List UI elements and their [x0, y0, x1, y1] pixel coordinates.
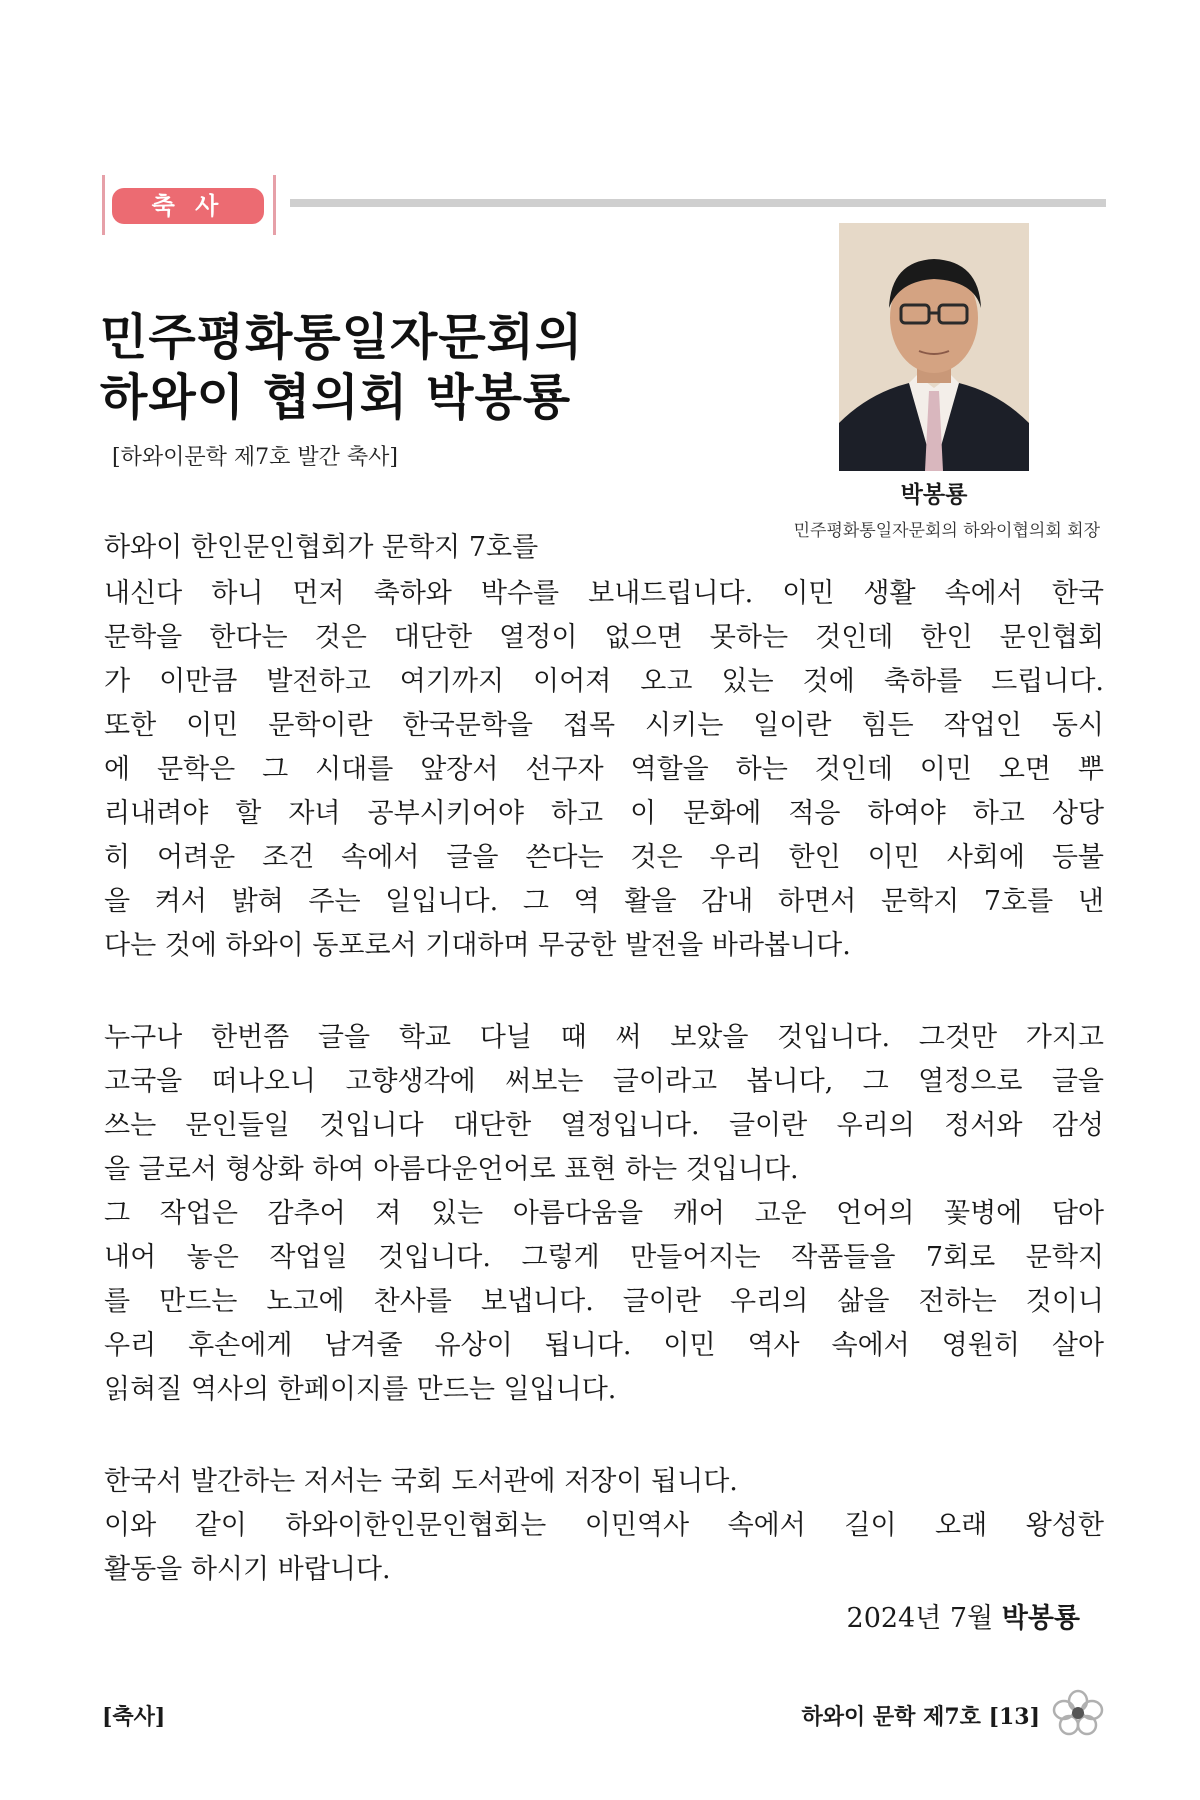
header-rule [290, 199, 1106, 207]
text-line: 내신다 하니 먼저 축하와 박수를 보내드립니다. 이민 생활 속에서 한국 [104, 578, 1104, 609]
page-title [100, 308, 720, 428]
text-line: 을 켜서 밝혀 주는 일입니다. 그 역 활을 감내 하면서 문학지 7호를 낸 [104, 886, 1104, 917]
text-line: 활동을 하시기 바랍니다. [104, 1554, 391, 1585]
section-tag: 축 사 [112, 188, 264, 224]
text-line: 에 문학은 그 시대를 앞장서 선구자 역할을 하는 것인데 이민 오면 뿌 [104, 754, 1104, 785]
title-line-2: 하와이 협의회 박봉룡 [100, 369, 572, 426]
text-line: 히 어려운 조건 속에서 글을 쓴다는 것은 우리 한인 이민 사회에 등불 [104, 842, 1104, 873]
footer-page-info: 하와이 문학 제7호 [13] [801, 1704, 1040, 1730]
photo-caption-role: 민주평화통일자문회의 하와이협의회 회장 [793, 521, 1100, 541]
portrait-illustration [839, 223, 1029, 471]
signature-name: 박봉룡 [1001, 1603, 1080, 1634]
text-line: 를 만드는 노고에 찬사를 보냅니다. 글이란 우리의 삶을 전하는 것이니 [104, 1286, 1104, 1317]
title-line-1: 민주평화통일자문회의 [100, 309, 584, 366]
paragraph-2 [104, 1016, 1104, 1412]
body-first-line: 하와이 한인문인협회가 문학지 7호를 [104, 532, 539, 563]
text-line: 가 이만큼 발전하고 여기까지 이어져 오고 있는 것에 축하를 드립니다. [104, 666, 1104, 697]
text-line: 고국을 떠나오니 고향생각에 써보는 글이라고 봅니다, 그 열정으로 글을 [104, 1066, 1104, 1097]
text-line: 문학을 한다는 것은 대단한 열정이 없으면 못하는 것인데 한인 문인협회 [104, 622, 1104, 653]
text-line: 쓰는 문인들일 것입니다 대단한 열정입니다. 글이란 우리의 정서와 감성 [104, 1110, 1104, 1141]
paragraph-3 [104, 1460, 1104, 1592]
text-line: 누구나 한번쯤 글을 학교 다닐 때 써 보았을 것입니다. 그것만 가지고 [104, 1022, 1104, 1053]
text-line: 이와 같이 하와이한인문인협회는 이민역사 속에서 길이 오래 왕성한 [104, 1510, 1104, 1541]
text-line: 내어 놓은 작업일 것입니다. 그렇게 만들어지는 작품들을 7회로 문학지 [104, 1242, 1104, 1273]
text-line: 우리 후손에게 남겨줄 유상이 됩니다. 이민 역사 속에서 영원히 살아 [104, 1330, 1104, 1361]
portrait-photo [839, 223, 1029, 471]
flower-icon [1050, 1688, 1106, 1738]
text-line: 또한 이민 문학이란 한국문학을 접목 시키는 일이란 힘든 작업인 동시 [104, 710, 1104, 741]
subtitle: [하와이문학 제7호 발간 축사] [112, 445, 398, 470]
paragraph-1 [104, 572, 1104, 968]
text-line: 다는 것에 하와이 동포로서 기대하며 무궁한 발전을 바라봅니다. [104, 930, 851, 961]
text-line: 읽혀질 역사의 한페이지를 만드는 일입니다. [104, 1374, 617, 1405]
text-line: 한국서 발간하는 저서는 국회 도서관에 저장이 됩니다. [104, 1466, 738, 1497]
footer-section-label: [축사] [102, 1704, 166, 1730]
text-line: 그 작업은 감추어 져 있는 아름다움을 캐어 고운 언어의 꽃병에 담아 [104, 1198, 1104, 1229]
signature-date: 2024년 7월 [846, 1603, 994, 1634]
signature [780, 1596, 1080, 1635]
text-line: 을 글로서 형상화 하여 아름다운언어로 표현 하는 것입니다. [104, 1154, 799, 1185]
text-line: 리내려야 할 자녀 공부시키어야 하고 이 문화에 적응 하여야 하고 상당 [104, 798, 1104, 829]
photo-caption-name: 박봉룡 [900, 481, 968, 508]
